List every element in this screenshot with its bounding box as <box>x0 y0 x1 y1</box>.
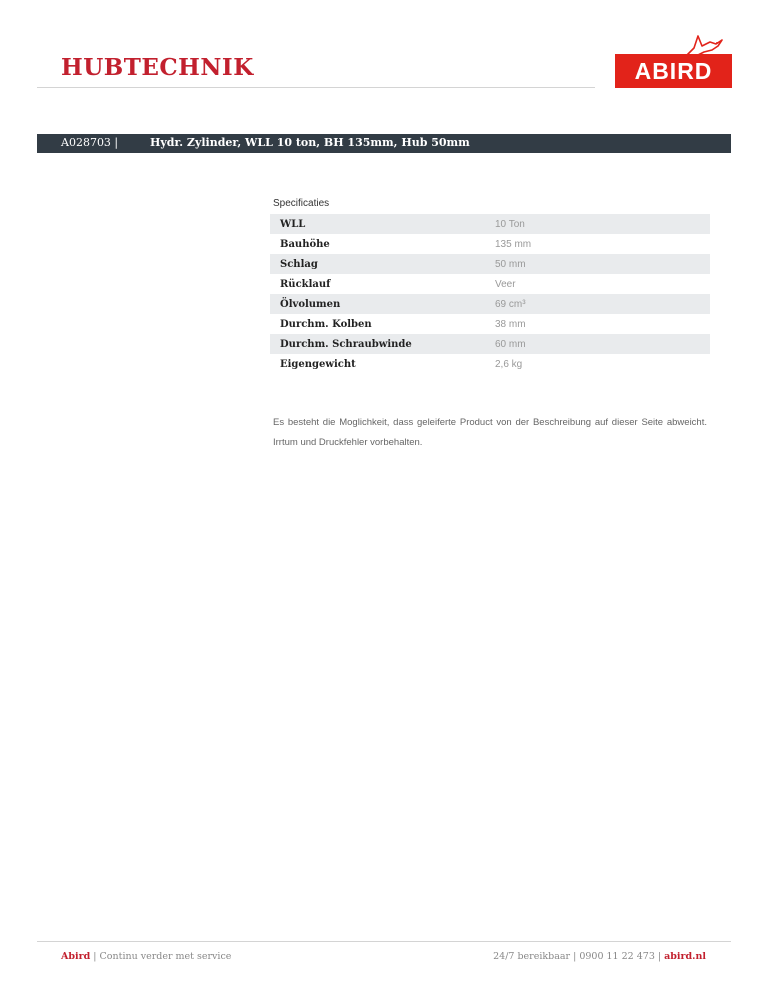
footer-tagline: | Continu verder met service <box>90 951 232 962</box>
logo-text: ABIRD <box>634 57 713 84</box>
table-row <box>270 294 710 314</box>
spec-table <box>270 214 710 374</box>
title-divider <box>37 87 595 88</box>
abird-logo <box>612 34 732 90</box>
spec-value: 135 mm <box>495 238 532 250</box>
spec-label: Durchm. Schraubwinde <box>270 334 492 354</box>
spec-label: Durchm. Kolben <box>280 318 372 330</box>
spec-value: Veer <box>495 278 516 290</box>
table-row <box>270 214 710 234</box>
spec-value: 60 mm <box>492 334 710 354</box>
page-title: HUBTECHNIK <box>61 54 254 81</box>
spec-value: 38 mm <box>495 318 526 330</box>
footer-brand: Abird <box>61 951 91 962</box>
spec-label: Schlag <box>270 254 492 274</box>
logo-box <box>615 54 732 88</box>
footer-right <box>493 951 706 962</box>
footer-contact: 24/7 bereikbaar | 0900 11 22 473 | <box>493 951 665 962</box>
spec-value: 69 cm³ <box>492 294 710 314</box>
footer-site-link[interactable]: abird.nl <box>664 951 706 962</box>
spec-label: WLL <box>270 214 492 234</box>
footer-left <box>61 951 231 962</box>
table-row <box>270 274 710 294</box>
footer-divider <box>37 941 731 942</box>
table-row <box>270 354 710 374</box>
spec-value: 50 mm <box>492 254 710 274</box>
spec-value: 2,6 kg <box>495 358 523 370</box>
spec-label: Rücklauf <box>280 278 331 290</box>
spec-label: Eigengewicht <box>280 358 356 370</box>
spec-label: Bauhöhe <box>280 238 330 250</box>
table-row <box>270 234 710 254</box>
table-row <box>270 254 710 274</box>
spec-label: Ölvolumen <box>270 294 492 314</box>
table-row <box>270 314 710 334</box>
product-name: Hydr. Zylinder, WLL 10 ton, BH 135mm, Hub 50mm <box>150 136 470 149</box>
disclaimer: Es besteht die Moglichkeit, dass geleiferte Product von der Beschreibung auf dieser Seite abweicht. Irrtum und Druckfehler vorbehalten. <box>273 417 707 448</box>
table-row <box>270 334 710 354</box>
spec-value: 10 Ton <box>492 214 710 234</box>
product-bar <box>37 134 731 153</box>
spec-heading: Specificaties <box>273 198 330 209</box>
product-code: A028703 | <box>61 136 119 149</box>
